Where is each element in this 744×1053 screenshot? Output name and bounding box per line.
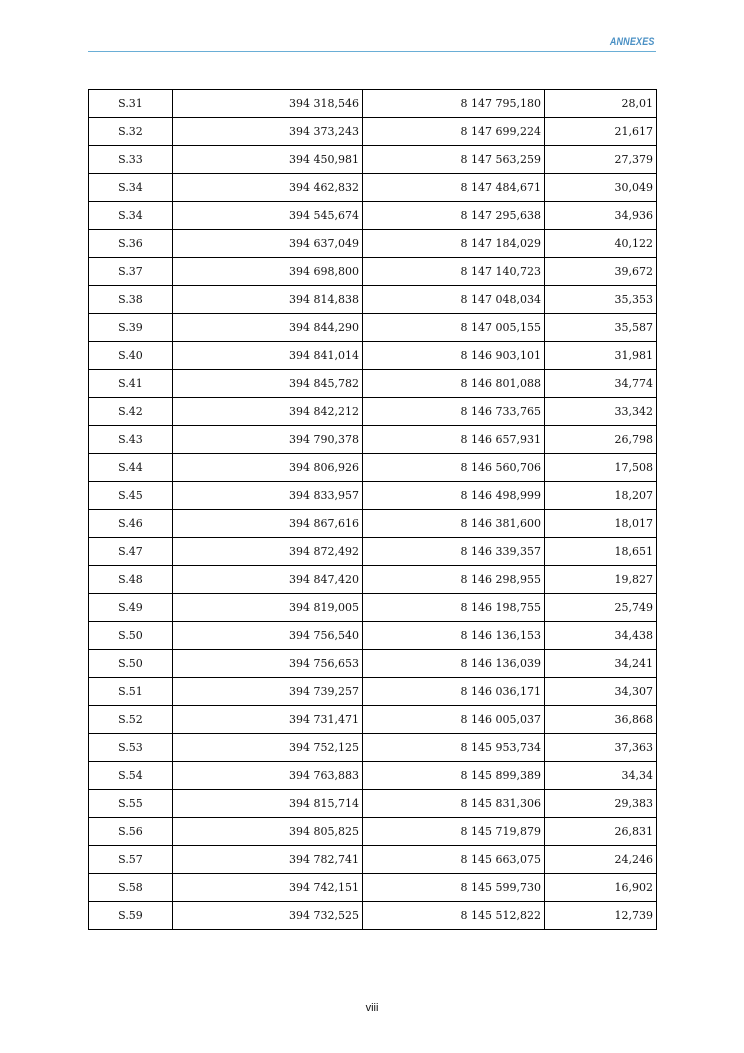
- point-id-cell: S.41: [89, 370, 173, 398]
- z-value-cell: 18,017: [545, 510, 657, 538]
- table-row: [89, 426, 657, 454]
- point-id-cell: S.38: [89, 286, 173, 314]
- z-value-cell: 26,831: [545, 818, 657, 846]
- y-coordinate-cell: 8 145 599,730: [363, 874, 545, 902]
- table-row: [89, 314, 657, 342]
- point-id-cell: S.49: [89, 594, 173, 622]
- coordinates-table: [88, 89, 657, 930]
- y-coordinate-cell: 8 146 198,755: [363, 594, 545, 622]
- x-coordinate-cell: 394 698,800: [173, 258, 363, 286]
- point-id-cell: S.37: [89, 258, 173, 286]
- x-coordinate-cell: 394 731,471: [173, 706, 363, 734]
- table-row: [89, 146, 657, 174]
- table-row: [89, 846, 657, 874]
- x-coordinate-cell: 394 462,832: [173, 174, 363, 202]
- point-id-cell: S.33: [89, 146, 173, 174]
- point-id-cell: S.53: [89, 734, 173, 762]
- y-coordinate-cell: 8 147 140,723: [363, 258, 545, 286]
- y-coordinate-cell: 8 146 381,600: [363, 510, 545, 538]
- z-value-cell: 25,749: [545, 594, 657, 622]
- table-row: [89, 510, 657, 538]
- z-value-cell: 33,342: [545, 398, 657, 426]
- point-id-cell: S.57: [89, 846, 173, 874]
- x-coordinate-cell: 394 318,546: [173, 90, 363, 118]
- y-coordinate-cell: 8 146 733,765: [363, 398, 545, 426]
- y-coordinate-cell: 8 147 184,029: [363, 230, 545, 258]
- z-value-cell: 36,868: [545, 706, 657, 734]
- z-value-cell: 35,353: [545, 286, 657, 314]
- x-coordinate-cell: 394 814,838: [173, 286, 363, 314]
- z-value-cell: 34,34: [545, 762, 657, 790]
- table-row: [89, 202, 657, 230]
- z-value-cell: 18,651: [545, 538, 657, 566]
- x-coordinate-cell: 394 847,420: [173, 566, 363, 594]
- point-id-cell: S.45: [89, 482, 173, 510]
- x-coordinate-cell: 394 790,378: [173, 426, 363, 454]
- point-id-cell: S.34: [89, 202, 173, 230]
- x-coordinate-cell: 394 763,883: [173, 762, 363, 790]
- point-id-cell: S.40: [89, 342, 173, 370]
- section-header-title: ANNEXES: [610, 36, 655, 48]
- x-coordinate-cell: 394 782,741: [173, 846, 363, 874]
- y-coordinate-cell: 8 145 719,879: [363, 818, 545, 846]
- point-id-cell: S.54: [89, 762, 173, 790]
- x-coordinate-cell: 394 815,714: [173, 790, 363, 818]
- x-coordinate-cell: 394 867,616: [173, 510, 363, 538]
- x-coordinate-cell: 394 450,981: [173, 146, 363, 174]
- y-coordinate-cell: 8 147 295,638: [363, 202, 545, 230]
- table-row: [89, 174, 657, 202]
- z-value-cell: 34,438: [545, 622, 657, 650]
- point-id-cell: S.32: [89, 118, 173, 146]
- z-value-cell: 34,241: [545, 650, 657, 678]
- z-value-cell: 18,207: [545, 482, 657, 510]
- z-value-cell: 35,587: [545, 314, 657, 342]
- point-id-cell: S.47: [89, 538, 173, 566]
- x-coordinate-cell: 394 841,014: [173, 342, 363, 370]
- table-row: [89, 286, 657, 314]
- y-coordinate-cell: 8 147 795,180: [363, 90, 545, 118]
- point-id-cell: S.46: [89, 510, 173, 538]
- table-row: [89, 622, 657, 650]
- y-coordinate-cell: 8 147 699,224: [363, 118, 545, 146]
- x-coordinate-cell: 394 806,926: [173, 454, 363, 482]
- table-row: [89, 706, 657, 734]
- x-coordinate-cell: 394 845,782: [173, 370, 363, 398]
- y-coordinate-cell: 8 146 498,999: [363, 482, 545, 510]
- z-value-cell: 39,672: [545, 258, 657, 286]
- table-row: [89, 538, 657, 566]
- z-value-cell: 34,936: [545, 202, 657, 230]
- x-coordinate-cell: 394 752,125: [173, 734, 363, 762]
- y-coordinate-cell: 8 146 339,357: [363, 538, 545, 566]
- point-id-cell: S.51: [89, 678, 173, 706]
- point-id-cell: S.48: [89, 566, 173, 594]
- y-coordinate-cell: 8 147 563,259: [363, 146, 545, 174]
- table-row: [89, 678, 657, 706]
- point-id-cell: S.50: [89, 650, 173, 678]
- table-row: [89, 594, 657, 622]
- table-row: [89, 818, 657, 846]
- table-row: [89, 342, 657, 370]
- y-coordinate-cell: 8 146 560,706: [363, 454, 545, 482]
- table-row: [89, 482, 657, 510]
- y-coordinate-cell: 8 146 801,088: [363, 370, 545, 398]
- table-row: [89, 90, 657, 118]
- z-value-cell: 21,617: [545, 118, 657, 146]
- table-row: [89, 370, 657, 398]
- y-coordinate-cell: 8 146 136,039: [363, 650, 545, 678]
- point-id-cell: S.36: [89, 230, 173, 258]
- x-coordinate-cell: 394 844,290: [173, 314, 363, 342]
- x-coordinate-cell: 394 842,212: [173, 398, 363, 426]
- x-coordinate-cell: 394 732,525: [173, 902, 363, 930]
- point-id-cell: S.55: [89, 790, 173, 818]
- y-coordinate-cell: 8 146 903,101: [363, 342, 545, 370]
- z-value-cell: 28,01: [545, 90, 657, 118]
- table-row: [89, 258, 657, 286]
- z-value-cell: 31,981: [545, 342, 657, 370]
- x-coordinate-cell: 394 872,492: [173, 538, 363, 566]
- point-id-cell: S.34: [89, 174, 173, 202]
- table-row: [89, 398, 657, 426]
- z-value-cell: 29,383: [545, 790, 657, 818]
- z-value-cell: 17,508: [545, 454, 657, 482]
- x-coordinate-cell: 394 637,049: [173, 230, 363, 258]
- y-coordinate-cell: 8 147 048,034: [363, 286, 545, 314]
- z-value-cell: 19,827: [545, 566, 657, 594]
- y-coordinate-cell: 8 145 663,075: [363, 846, 545, 874]
- y-coordinate-cell: 8 145 512,822: [363, 902, 545, 930]
- y-coordinate-cell: 8 145 831,306: [363, 790, 545, 818]
- point-id-cell: S.44: [89, 454, 173, 482]
- table-row: [89, 230, 657, 258]
- x-coordinate-cell: 394 756,653: [173, 650, 363, 678]
- z-value-cell: 37,363: [545, 734, 657, 762]
- point-id-cell: S.31: [89, 90, 173, 118]
- y-coordinate-cell: 8 146 298,955: [363, 566, 545, 594]
- z-value-cell: 34,774: [545, 370, 657, 398]
- header-rule: [88, 51, 656, 52]
- point-id-cell: S.50: [89, 622, 173, 650]
- table-row: [89, 454, 657, 482]
- z-value-cell: 27,379: [545, 146, 657, 174]
- page-number: viii: [365, 1002, 379, 1014]
- table-row: [89, 762, 657, 790]
- table-row: [89, 734, 657, 762]
- table-row: [89, 902, 657, 930]
- z-value-cell: 30,049: [545, 174, 657, 202]
- x-coordinate-cell: 394 819,005: [173, 594, 363, 622]
- z-value-cell: 26,798: [545, 426, 657, 454]
- y-coordinate-cell: 8 145 953,734: [363, 734, 545, 762]
- point-id-cell: S.42: [89, 398, 173, 426]
- table-row: [89, 118, 657, 146]
- z-value-cell: 24,246: [545, 846, 657, 874]
- x-coordinate-cell: 394 739,257: [173, 678, 363, 706]
- point-id-cell: S.52: [89, 706, 173, 734]
- z-value-cell: 16,902: [545, 874, 657, 902]
- x-coordinate-cell: 394 373,243: [173, 118, 363, 146]
- x-coordinate-cell: 394 805,825: [173, 818, 363, 846]
- y-coordinate-cell: 8 147 005,155: [363, 314, 545, 342]
- point-id-cell: S.39: [89, 314, 173, 342]
- point-id-cell: S.58: [89, 874, 173, 902]
- y-coordinate-cell: 8 147 484,671: [363, 174, 545, 202]
- table-row: [89, 790, 657, 818]
- z-value-cell: 12,739: [545, 902, 657, 930]
- y-coordinate-cell: 8 146 136,153: [363, 622, 545, 650]
- table-body: [89, 90, 657, 930]
- y-coordinate-cell: 8 146 005,037: [363, 706, 545, 734]
- z-value-cell: 40,122: [545, 230, 657, 258]
- table-row: [89, 566, 657, 594]
- y-coordinate-cell: 8 145 899,389: [363, 762, 545, 790]
- x-coordinate-cell: 394 545,674: [173, 202, 363, 230]
- point-id-cell: S.56: [89, 818, 173, 846]
- x-coordinate-cell: 394 833,957: [173, 482, 363, 510]
- y-coordinate-cell: 8 146 657,931: [363, 426, 545, 454]
- table-row: [89, 650, 657, 678]
- y-coordinate-cell: 8 146 036,171: [363, 678, 545, 706]
- x-coordinate-cell: 394 756,540: [173, 622, 363, 650]
- x-coordinate-cell: 394 742,151: [173, 874, 363, 902]
- z-value-cell: 34,307: [545, 678, 657, 706]
- point-id-cell: S.43: [89, 426, 173, 454]
- point-id-cell: S.59: [89, 902, 173, 930]
- table-row: [89, 874, 657, 902]
